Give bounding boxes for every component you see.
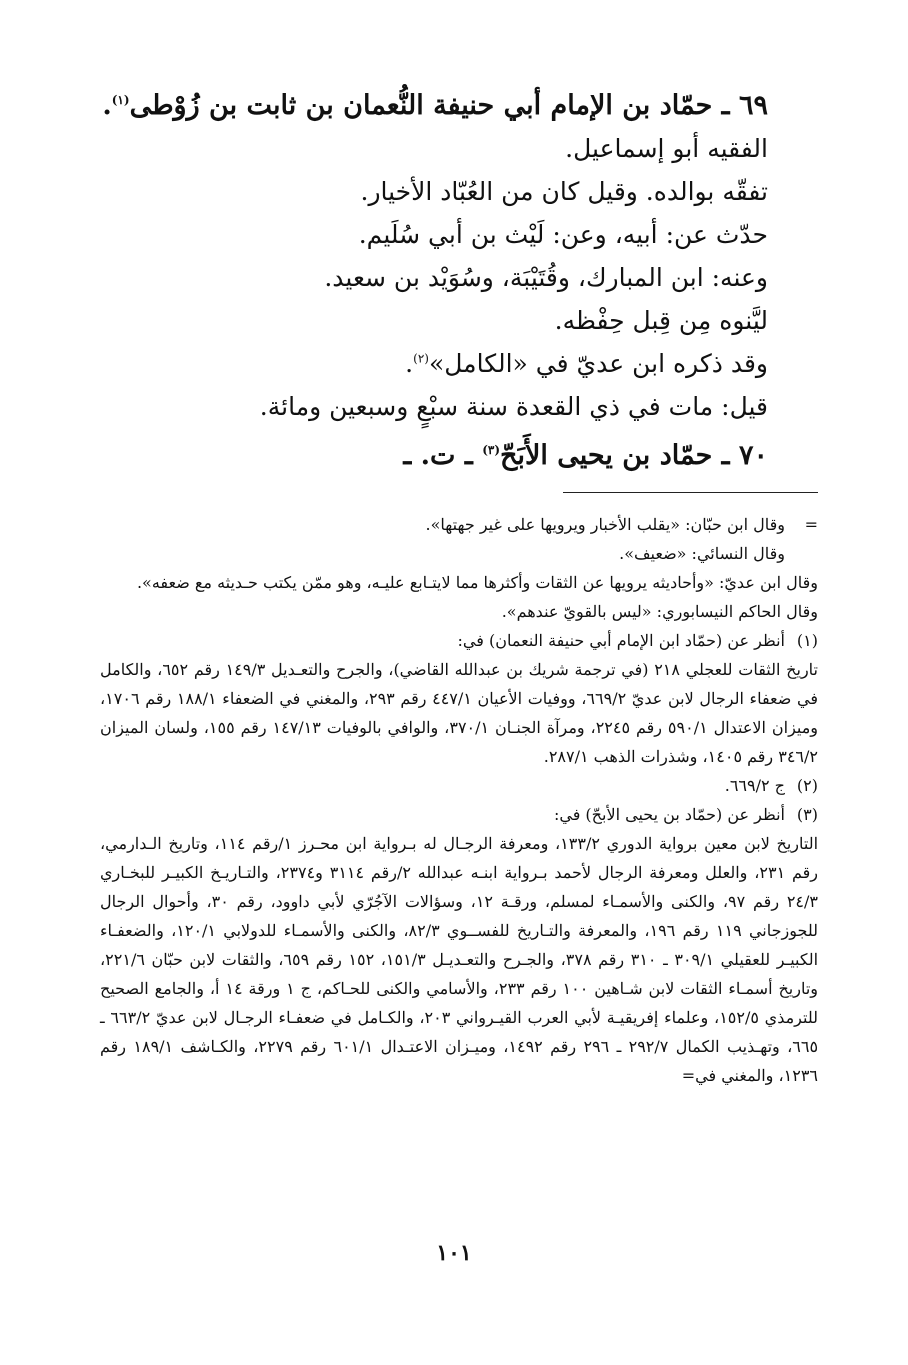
footnote-1-marker: (١): [796, 631, 818, 650]
footnote-line: ج ٦٦٩/٢.: [724, 776, 785, 795]
footnote-line: وقال الحاكم النيسابوري: «ليس بالقويّ عندهم».: [501, 602, 818, 621]
entry-70-title: ٧٠ ـ حمّاد بن يحيى الأَبَحّ: [500, 440, 768, 471]
footnote-line: وقال ابن حبّان: «يقلب الأخبار ويرويها على غير جهتها».: [425, 515, 785, 534]
continuation-marker: =: [804, 515, 818, 534]
entry-69-punct: .: [102, 90, 112, 121]
entry-69-heading: [90, 84, 768, 127]
footnote-ref-3[interactable]: (٣): [482, 443, 501, 457]
entry-70-heading: [90, 434, 768, 477]
footnote-line: وقال النسائي: «ضعيف».: [619, 544, 785, 563]
footnotes: [100, 510, 818, 1090]
entry-69-title: ٦٩ ـ حمّاد بن الإمام أبي حنيفة النُّعمان بن ثابت بن زُوْطى: [129, 90, 768, 121]
footnote-line: وقال ابن عديّ: «وأحاديثه يرويها عن الثقات وأكثرها مما لايتـابع عليـه، وهو ممّن يكتب حـديثه مع ضعفه».: [136, 573, 818, 592]
text-line: وعنه: ابن المبارك، وقُتَيْبَة، وسُوَيْد بن سعيد.: [324, 263, 768, 292]
text-line-with-ref: [90, 342, 768, 385]
footnote-1-body: تاريخ الثقات للعجلي ٢١٨ (في ترجمة شريك بن عبدالله القاضي)، والجرح والتعـديل ١٤٩/٣ رقم ٦٥٢، والكامل في ضعفاء الرجال لابن عديّ ٦٦٩/٢، ووفيات الأعيان ٤٤٧/١ رقم ٢٩٣، والمغني في الضعفاء ١٨٨/١ رقم ١٧٠٦، وميزان الاعتدال ٥٩٠/١ رقم ٢٢٤٥، ومرآة الجنـان ٣٧٠/١، والوافي بالوفيات ١٤٧/١٣ رقم ١٥٥، ولسان الميزان ٣٤٦/٢ رقم ١٤٠٥، وشذرات الذهب ٢٨٧/١.: [100, 660, 819, 766]
footnote-2-marker: (٢): [796, 776, 818, 795]
text-line: قيل: مات في ذي القعدة سنة سبْعٍ وسبعين ومائة.: [259, 392, 768, 421]
footnote-3-marker: (٣): [796, 805, 818, 824]
text-segment: وقد ذكره ابن عديّ في «الكامل»: [428, 349, 768, 378]
main-text: [90, 84, 768, 477]
footnote-separator: [563, 492, 818, 493]
text-line: ليَّنوه مِن قِبل حِفْظه.: [554, 306, 768, 335]
footnote-line: أنظر عن (حمّاد بن يحيى الأبحّ) في:: [553, 805, 785, 824]
footnote-3-body: التاريخ لابن معين برواية الدوري ١٣٣/٢، ومعرفة الرجـال له بـرواية ابن محـرز ١/رقم ١١٤، وتاريخ الـدارمي، رقم ٢٣١، والعلل ومعرفة الرجال لأحمد بـرواية ابنـه عبدالله ٢/رقم ٣١١٤ و٢٣٧٤، والتـاريـخ الكبيـر للبخـاري ٢٤/٣ رقم ٩٧، والكنى والأسمـاء لمسلم، ورقـة ١٢، وسؤالات الآجُرّي لأبي داوود، رقم ٣٠، وأحوال الرجال للجوزجاني ١١٩ رقم ١٩٦، والمعرفة والتـاريخ للفســوي ٨٢/٣، والكنى والأسمـاء للدولابي ١٢٠/١، والضعفـاء الكبيـر للعقيلي ٣٠٩/١ ـ ٣١٠ رقم ٣٧٨، والجـرح والتعـديـل ١٥١/٣، ١٥٢ رقم ٦٥٩، والثقات لابن حبّان ٢٢١/٦، وتاريخ أسمـاء الثقات لابن شـاهين ١٠٠ رقم ٢٣٣، والأسامي والكنى للحـاكم، ج ١ ورقة ١٤ أ، والجامع الصحيح للترمذي ١٥٢/٥، وعلماء إفريقيـة لأبي العرب القيـرواني ٢٠٣، والكـامل في ضعفـاء الرجـال لابن عديّ ٦٦٣/٢ ـ ٦٦٥، وتهـذيب الكمال ٢٩٢/٧ ـ ٢٩٦ رقم ١٤٩٢، وميـزان الاعتـدال ٦٠١/١ رقم ٢٢٧٩، والكـاشف ١٨٩/١ رقم ١٢٣٦، والمغني في=: [100, 834, 819, 1085]
footnote-2: [100, 771, 818, 800]
footnote-continued: [100, 510, 818, 568]
text-punct: .: [405, 349, 414, 378]
text-line: تفقّه بوالده. وقيل كان من العُبّاد الأخيار.: [360, 177, 768, 206]
footnote-1: [100, 626, 818, 655]
footnote-3: [100, 800, 818, 829]
text-line: حدّث عن: أبيه، وعن: لَيْث بن أبي سُلَيم.: [358, 220, 768, 249]
entry-70-codes: ـ ت. ـ: [403, 440, 483, 471]
footnote-line: أنظر عن (حمّاد ابن الإمام أبي حنيفة النعمان) في:: [457, 631, 785, 650]
footnote-ref-1[interactable]: (١): [111, 93, 130, 107]
footnote-ref-2[interactable]: (٢): [413, 351, 429, 366]
text-line: الفقيه أبو إسماعيل.: [565, 134, 768, 163]
page-number: ١٠١: [436, 1240, 472, 1266]
